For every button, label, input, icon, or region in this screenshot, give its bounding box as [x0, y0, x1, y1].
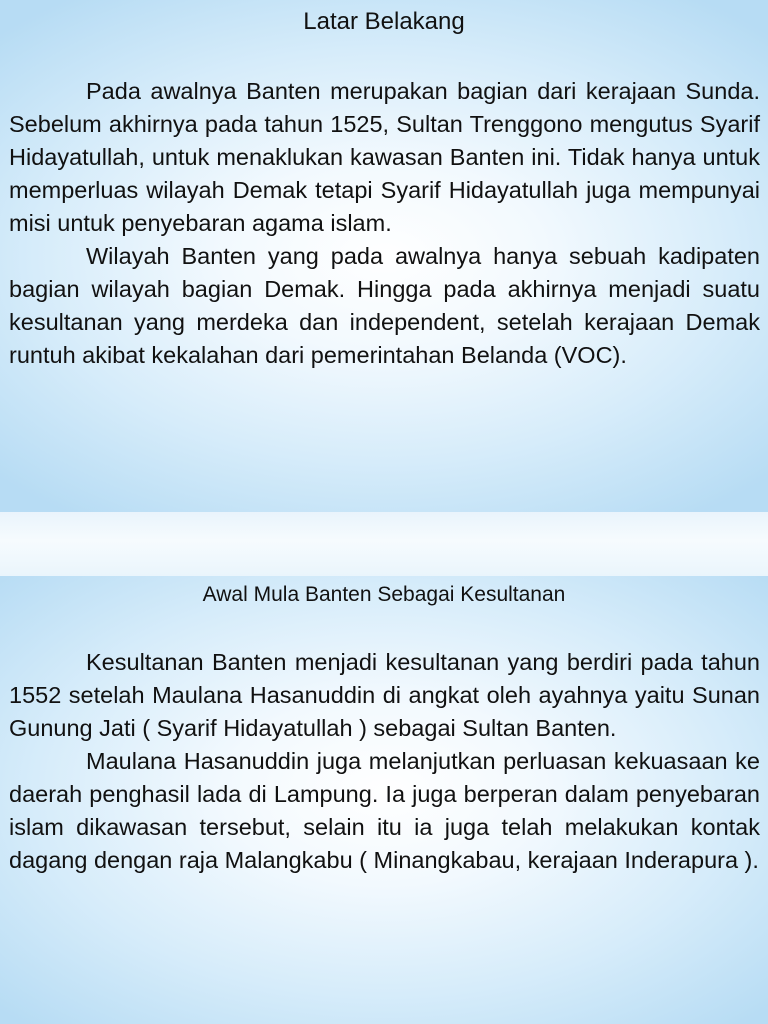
slide-body — [0, 646, 768, 877]
slide-title: Awal Mula Banten Sebagai Kesultanan — [202, 583, 566, 606]
paragraph: Pada awalnya Banten merupakan bagian dari kerajaan Sunda. Sebelum akhirnya pada tahun 1525, Sultan Trenggono mengutus Syarif Hidayatullah, untuk menaklukan kawasan Banten ini. Tidak hanya untuk memperluas wilayah Demak tetapi Syarif Hidayatullah juga mempunyai misi untuk penyebaran agama islam. — [9, 78, 760, 236]
slide-body — [0, 75, 768, 372]
slide-title: Latar Belakang — [303, 8, 465, 35]
paragraph: Wilayah Banten yang pada awalnya hanya sebuah kadipaten bagian wilayah bagian Demak. Hingga pada akhirnya menjadi suatu kesultanan yang merdeka dan independent, setelah kerajaan Demak runtuh akibat kekalahan dari pemerintahan Belanda (VOC). — [9, 243, 760, 368]
paragraph: Kesultanan Banten menjadi kesultanan yang berdiri pada tahun 1552 setelah Maulana Hasanuddin di angkat oleh ayahnya yaitu Sunan Gunung Jati ( Syarif Hidayatullah ) sebagai Sultan Banten. — [9, 649, 760, 741]
slide-awal-mula-banten — [0, 576, 768, 1024]
paragraph: Maulana Hasanuddin juga melanjutkan perluasan kekuasaan ke daerah penghasil lada di Lampung. Ia juga berperan dalam penyebaran islam dikawasan tersebut, selain itu ia juga telah melakukan kontak dagang dengan raja Malangkabu ( Minangkabau, kerajaan Inderapura ). — [9, 748, 760, 873]
slide-separator — [0, 512, 768, 576]
